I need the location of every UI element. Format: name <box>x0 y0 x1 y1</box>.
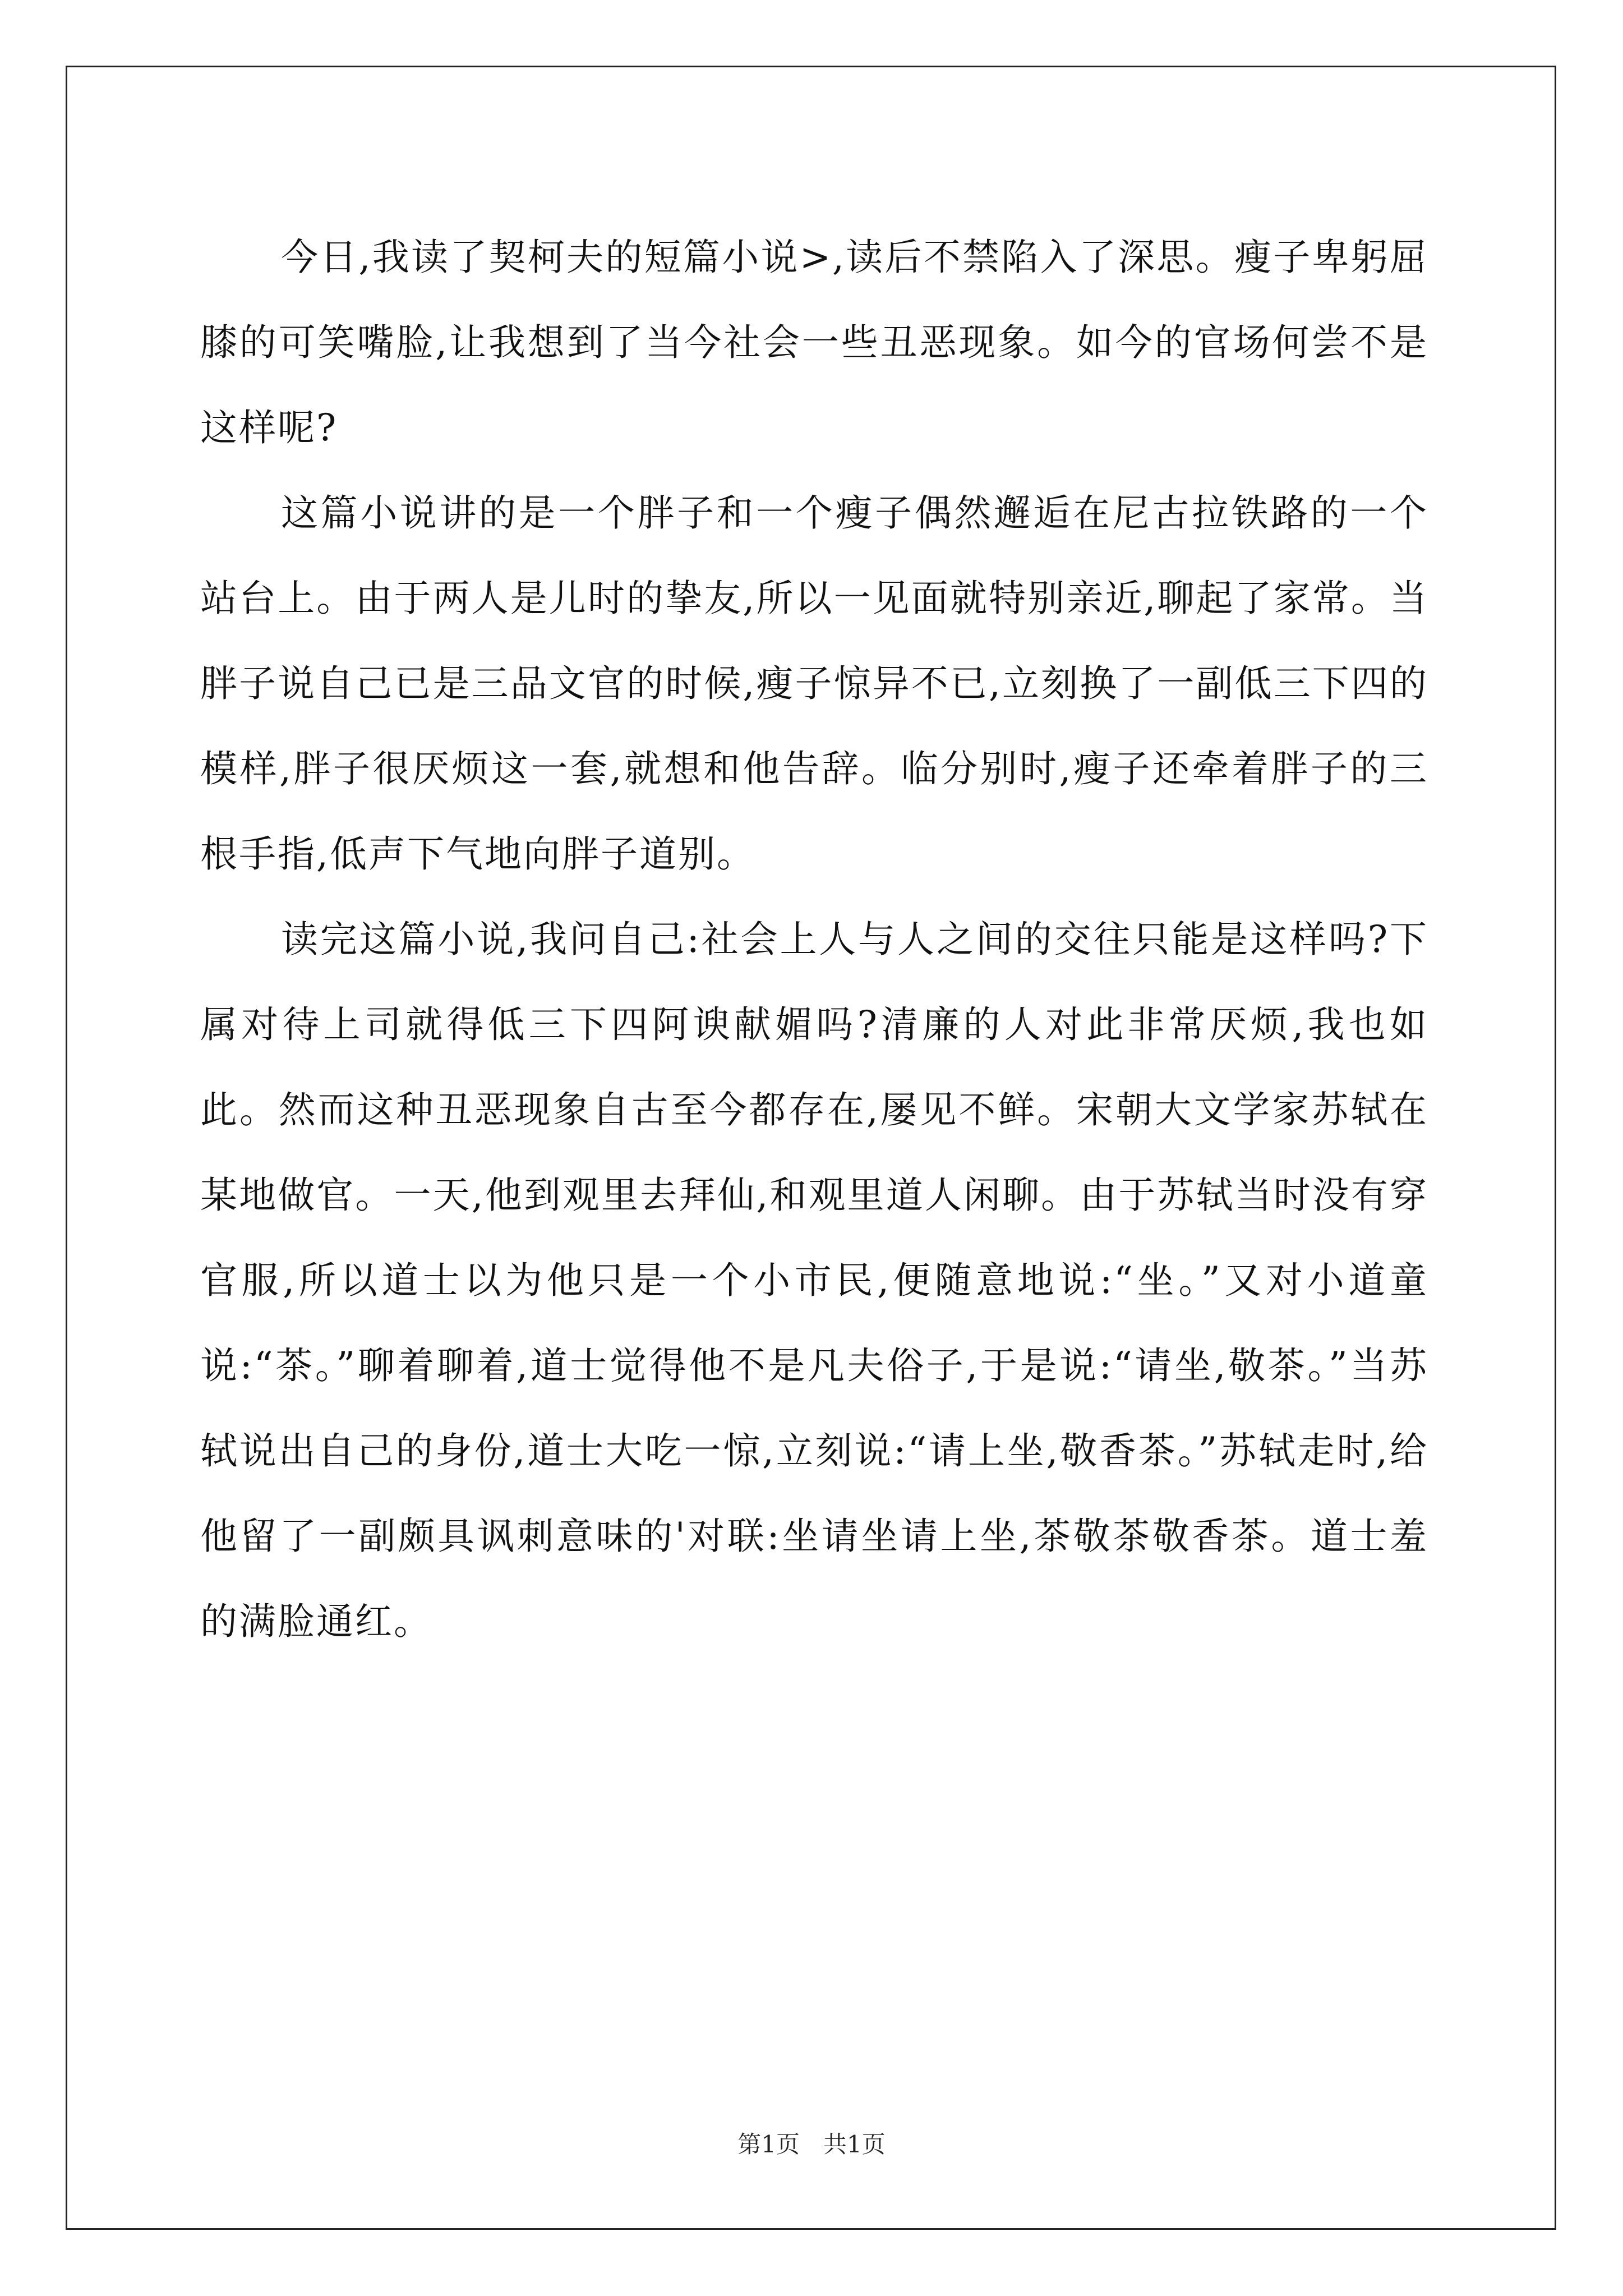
document-body <box>200 215 1428 1664</box>
paragraph-1: 今日,我读了契柯夫的短篇小说>,读后不禁陷入了深思。瘦子卑躬屈膝的可笑嘴脸,让我想到了当今社会一些丑恶现象。如今的官场何尝不是这样呢? <box>200 236 1428 449</box>
paragraph-3: 读完这篇小说,我问自己:社会上人与人之间的交往只能是这样吗?下属对待上司就得低三下四阿谀献媚吗?清廉的人对此非常厌烦,我也如此。然而这种丑恶现象自古至今都存在,屡见不鲜。宋朝大文学家苏轼在某地做官。一天,他到观里去拜仙,和观里道人闲聊。由于苏轼当时没有穿官服,所以道士以为他只是一个小市民,便随意地说:“坐。”又对小道童说:“茶。”聊着聊着,道士觉得他不是凡夫俗子,于是说:“请坐,敬茶。”当苏轼说出自己的身份,道士大吃一惊,立刻说:“请上坐,敬香茶。”苏轼走时,给他留了一副颇具讽刺意味的'对联:坐请坐请上坐,茶敬茶敬香茶。道士羞的满脸通红。 <box>200 918 1428 1643</box>
paragraph-2: 这篇小说讲的是一个胖子和一个瘦子偶然邂逅在尼古拉铁路的一个站台上。由于两人是儿时的挚友,所以一见面就特别亲近,聊起了家常。当胖子说自己已是三品文官的时候,瘦子惊异不已,立刻换了一副低三下四的模样,胖子很厌烦这一套,就想和他告辞。临分别时,瘦子还牵着胖子的三根手指,低声下气地向胖子道别。 <box>200 491 1428 876</box>
page-number-footer: 第1页 共1页 <box>737 2131 886 2158</box>
